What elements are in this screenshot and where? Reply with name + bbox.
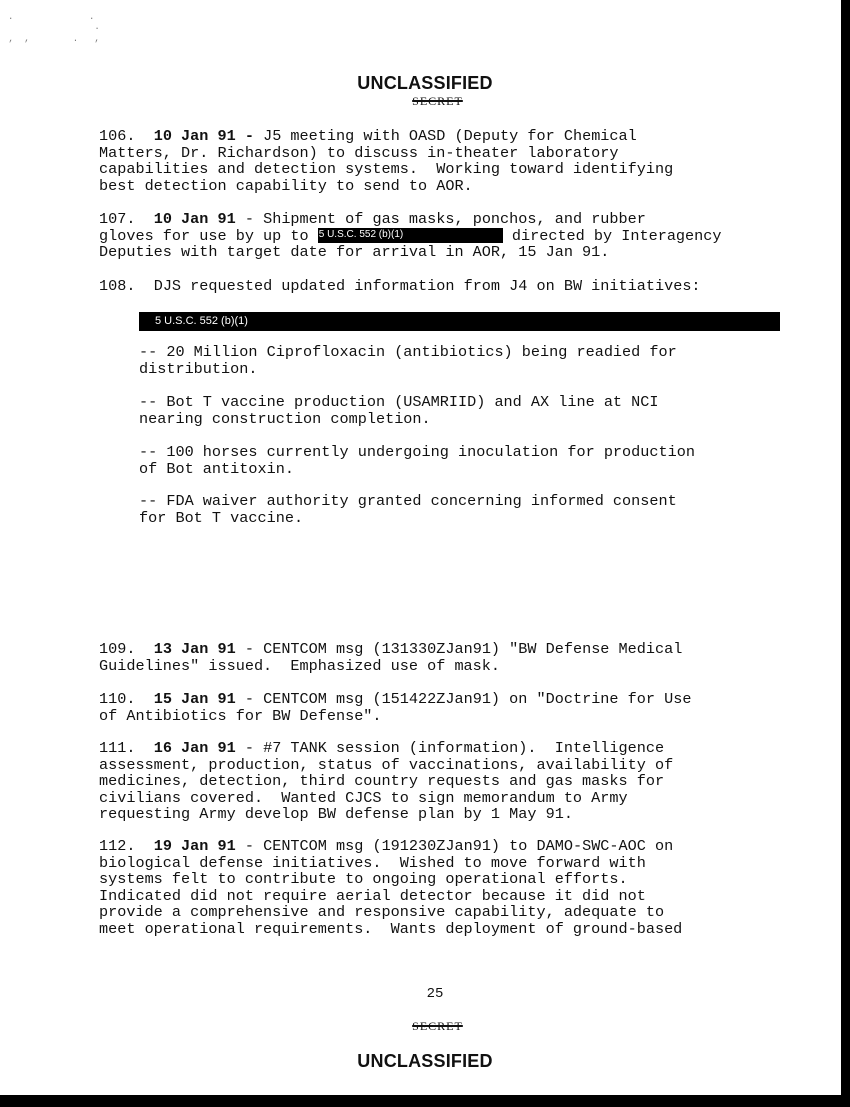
entry-text: directed by Interagency [511,226,722,245]
entry-number: 108. [99,277,136,295]
redaction-bar: 5 U.S.C. 552 (b)(1) [139,312,780,331]
entry-date: 13 Jan 91 [153,640,236,658]
entry-text: Matters, Dr. Richardson) to discuss in-theater laboratory capabilities and detection systems. Working toward identifying best detection capability to send to AOR. [99,143,674,195]
entry-106 [99,128,779,194]
entry-text: Deputies with target date for arrival in AOR, 15 Jan 91. [99,243,610,262]
entry-date: 10 Jan 91 [153,210,236,228]
scan-border-right [841,0,850,1107]
entry-108 [99,278,779,295]
sub-item: -- 20 Million Ciprofloxacin (antibiotics) being readied for distribution. [139,343,677,378]
redaction-block: 5 U.S.C. 552 (b)(1) [318,228,503,243]
entry-107 [99,211,779,261]
entry-number: 112. [99,837,136,855]
page-number: 25 [426,986,444,1002]
entry-text: DJS requested updated information from J4 on BW initiatives: [153,277,701,295]
entry-number: 109. [99,640,136,658]
entry-first-line: - CENTCOM msg (191230ZJan91) to DAMO-SWC-AOC on [244,837,674,855]
sub-item: -- Bot T vaccine production (USAMRIID) and AX line at NCI nearing construction completion. [139,393,659,428]
sub-item: -- 100 horses currently undergoing inoculation for production of Bot antitoxin. [139,443,695,478]
entry-110 [99,691,779,724]
entry-date: 19 Jan 91 [153,837,236,855]
sub-item: -- FDA waiver authority granted concerning informed consent for Bot T vaccine. [139,492,677,527]
entry-first-line: - #7 TANK session (information). Intelligence [244,739,665,757]
entry-text: of Antibiotics for BW Defense". [99,706,382,725]
entry-109 [99,641,779,674]
struck-secret-header: SECRET [412,94,463,108]
entry-first-line: - Shipment of gas masks, ponchos, and rubber [244,210,646,228]
entry-number: 110. [99,690,136,708]
entry-111 [99,740,779,823]
classification-header: UNCLASSIFIED [357,73,493,93]
entry-text: assessment, production, status of vaccinations, availability of medicines, detection, third country requests and gas masks for civilians covered. Wanted CJCS to sign memorandum to Army requesting Army develop BW defense plan by 1 May 91. [99,755,674,824]
entry-text: Guidelines" issued. Emphasized use of mask. [99,656,501,675]
classification-footer: UNCLASSIFIED [357,1051,493,1071]
entry-first-line: - CENTCOM msg (131330ZJan91) "BW Defense Medical [244,640,683,658]
entry-text: biological defense initiatives. Wished to move forward with systems felt to contribute to ongoing operational efforts. Indicated did not require aerial detector because it did not provide a comprehensive and responsive capability, adequate to meet operational requirements. Wants deployment of ground-based [99,853,683,938]
entry-number: 107. [99,210,136,228]
entry-date: 10 Jan 91 - [153,127,254,145]
struck-secret-footer: SECRET [412,1019,463,1033]
entry-number: 106. [99,127,136,145]
entry-112 [99,838,779,938]
entry-date: 15 Jan 91 [153,690,236,708]
entry-number: 111. [99,739,136,757]
entry-first-line: - CENTCOM msg (151422ZJan91) on "Doctrine for Use [244,690,692,708]
entry-date: 16 Jan 91 [153,739,236,757]
entry-first-line: J5 meeting with OASD (Deputy for Chemical [263,127,637,145]
scan-specks: · · · ‚ , . , [8,14,100,44]
entry-text: gloves for use by up to [99,226,309,245]
scan-border-bottom [0,1095,850,1107]
